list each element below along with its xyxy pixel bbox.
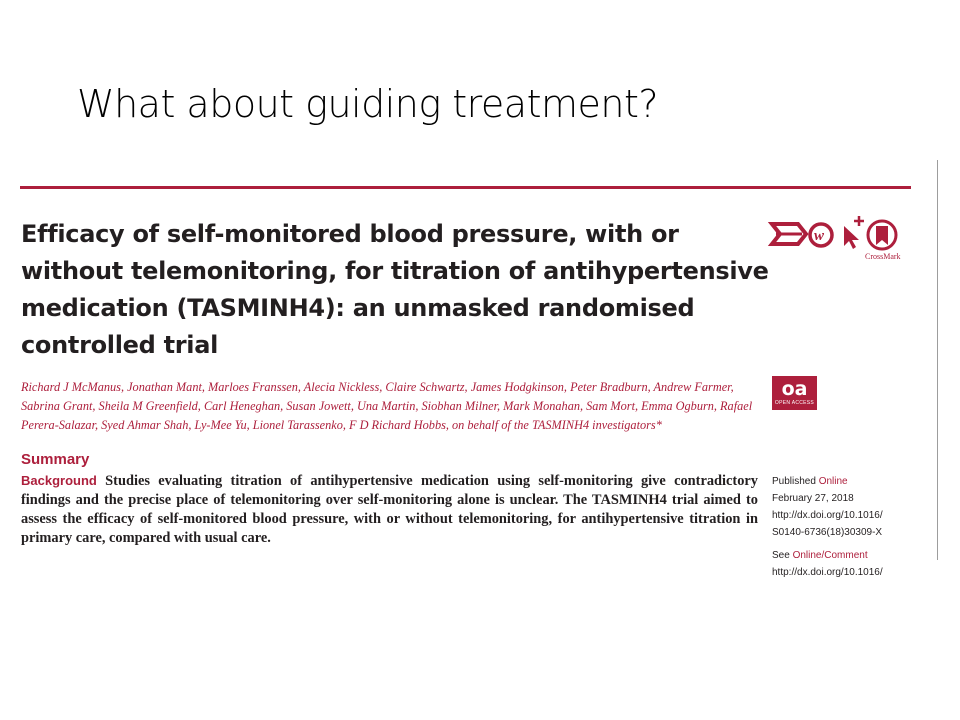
web-extra-icon [810, 224, 832, 246]
published-label: Published [772, 476, 816, 487]
journal-header-rule [20, 186, 911, 189]
published-online-link[interactable]: Online [818, 476, 848, 487]
published-date: February 27, 2018 [772, 493, 854, 504]
crossmark-icon[interactable] [868, 221, 896, 249]
publication-info [772, 473, 952, 581]
published-line [772, 473, 952, 490]
journal-icons [772, 216, 912, 266]
background-text: Studies evaluating titration of antihypertensive medication using self-monitoring give contradictory findings and the precise place of telemonitoring over self-monitoring alone is unclear. The TASMINH4 trial aimed to assess the efficacy of self-monitored blood pressure, with or without telemonitoring, for antihypertensive titration in primary care, compared with usual care. [21, 473, 758, 546]
crossmark-label: CrossMark [865, 252, 901, 261]
cursor-plus-icon [844, 216, 864, 249]
open-access-label: oa [781, 378, 808, 400]
see-line [772, 547, 952, 564]
paper-title: Efficacy of self-monitored blood pressure, with or without telemonitoring, for titration of antihypertensive medication (TASMINH4): an unmasked randomised controlled trial [21, 220, 769, 359]
summary-background [21, 471, 758, 548]
arrow-logo-icon [772, 224, 806, 244]
see-label: See [772, 550, 790, 561]
open-access-badge [772, 376, 817, 410]
see-comment-link[interactable]: Online/Comment [792, 550, 868, 561]
background-label: Background [21, 473, 97, 488]
svg-text:w: w [814, 228, 825, 244]
paper-excerpt [20, 186, 960, 578]
doi-link-line2[interactable]: S0140-6736(18)30309-X [772, 527, 883, 538]
author-list: Richard J McManus, Jonathan Mant, Marloes Franssen, Alecia Nickless, Claire Schwartz, James Hodgkinson, Peter Bradburn, Andrew Farmer, Sabrina Grant, Sheila M Greenfield, Carl Heneghan, Susan Jowett, Una Martin, Siobhan Milner, Mark Monahan, Sam Mort, Emma Ogburn, Rafael Perera-Salazar, Syed Ahmar Shah, Ly-Mee Yu, Lionel Tarassenko, F D Richard Hobbs, on behalf of the TASMINH4 investigators* [21, 380, 753, 432]
doi-link-line1[interactable]: http://dx.doi.org/10.1016/ [772, 510, 883, 521]
see-doi-link[interactable]: http://dx.doi.org/10.1016/ [772, 567, 883, 578]
open-access-sub: OPEN ACCESS [774, 400, 815, 406]
slide-title: What about guiding treatment? [77, 82, 659, 126]
summary-heading: Summary [21, 451, 90, 468]
